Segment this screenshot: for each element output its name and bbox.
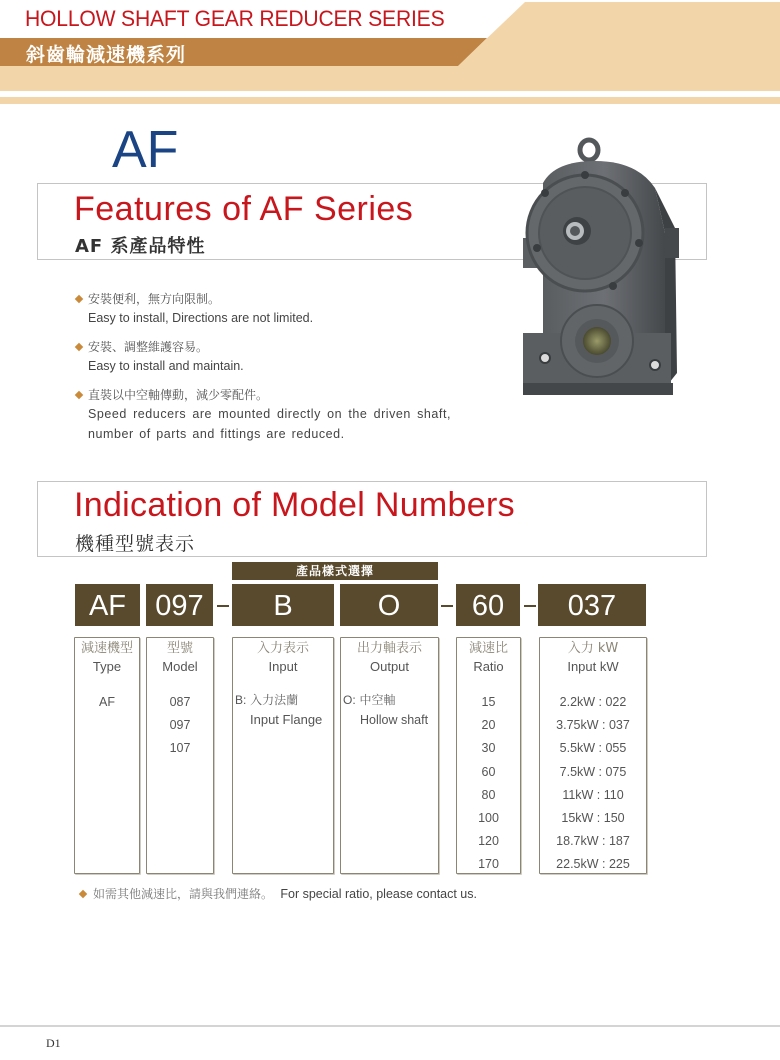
column-value: 80 <box>481 787 496 802</box>
column-head-en: Type <box>92 659 122 674</box>
gear-reducer-image <box>515 133 685 403</box>
option-en: Hollow shaft <box>360 713 429 727</box>
page-number: D1 <box>46 1036 61 1050</box>
option-zh: 入力法蘭 <box>250 693 299 707</box>
column-head-en: Input <box>268 659 298 674</box>
column-value: 15 <box>481 695 496 709</box>
column-value: 100 <box>478 811 499 826</box>
special-ratio-note <box>79 886 477 902</box>
column-value: 2.2kW : 022 <box>559 695 627 709</box>
column-value: 5.5kW : 055 <box>559 741 627 756</box>
column-value: 30 <box>481 741 496 756</box>
feature-zh-text: 直裝以中空軸傳動，減少零配件。 <box>88 388 269 402</box>
code-box-ratio: 60 <box>456 584 520 626</box>
dash-separator <box>524 605 536 607</box>
dash-separator <box>441 605 453 607</box>
column-head-zh: 入力表示 <box>256 641 309 656</box>
feature-item <box>76 338 476 376</box>
column-value: 20 <box>481 718 496 733</box>
model-title-en: Indication of Model Numbers <box>74 486 515 524</box>
feature-list <box>76 290 476 454</box>
column-value: 120 <box>478 834 499 849</box>
column-value: 15kW : 150 <box>561 811 625 826</box>
feature-item <box>76 386 476 444</box>
features-title-zh: AF 系產品特性 <box>75 236 206 257</box>
dash-separator <box>217 605 229 607</box>
feature-zh-text: 安裝、調整維護容易。 <box>88 340 209 354</box>
column-model <box>146 637 214 874</box>
column-head-en: Input kW <box>567 659 619 674</box>
diamond-bullet-icon <box>75 295 83 303</box>
column-head-en: Model <box>162 659 198 674</box>
banner-title-zh: 斜齒輪減速機系列 <box>26 44 187 66</box>
code-box-model: 097 <box>146 584 213 626</box>
column-value: 087 <box>169 695 191 709</box>
banner-title-en: HOLLOW SHAFT GEAR REDUCER SERIES <box>25 6 445 31</box>
column-head-zh: 出力軸表示 <box>356 641 422 656</box>
column-value: 097 <box>169 718 191 733</box>
diamond-bullet-icon <box>79 890 87 898</box>
column-value: 170 <box>478 857 499 872</box>
code-box-output: O <box>340 584 438 626</box>
model-section-header <box>37 481 707 557</box>
column-head-zh: 減速機型 <box>80 641 133 656</box>
feature-en-text: Easy to install and maintain. <box>88 359 244 373</box>
code-box-input-kw: 037 <box>538 584 646 626</box>
column-value: 22.5kW : 225 <box>556 857 630 872</box>
column-head-en: Ratio <box>473 659 504 674</box>
column-head-zh: 型號 <box>166 641 193 656</box>
option-key: O: <box>343 693 356 707</box>
option-key: B: <box>235 693 247 707</box>
page-banner <box>0 0 780 110</box>
option-selection-header: 產品樣式選擇 <box>232 562 438 580</box>
column-output <box>340 637 439 874</box>
note-en: For special ratio, please contact us. <box>280 887 477 901</box>
column-head-zh: 減速比 <box>468 641 508 656</box>
column-value: 60 <box>481 764 496 779</box>
diamond-bullet-icon <box>75 343 83 351</box>
column-head-en: Output <box>369 659 410 674</box>
column-input-kw <box>539 637 647 874</box>
column-value: 7.5kW : 075 <box>559 764 627 779</box>
column-value: 18.7kW : 187 <box>556 834 630 849</box>
column-input <box>232 637 334 874</box>
column-ratio <box>456 637 521 874</box>
model-title-zh: 機種型號表示 <box>75 533 196 555</box>
column-value: 11kW : 110 <box>562 787 624 802</box>
feature-item <box>76 290 476 328</box>
series-code: AF <box>112 121 179 179</box>
column-value: AF <box>99 695 115 709</box>
footer-divider <box>0 1025 780 1027</box>
column-value: 3.75kW : 037 <box>556 718 630 733</box>
option-en: Input Flange <box>250 712 323 727</box>
code-box-type: AF <box>75 584 140 626</box>
column-type <box>74 637 140 874</box>
column-value: 107 <box>169 741 191 756</box>
option-zh: 中空軸 <box>359 693 396 707</box>
feature-en-text: Speed reducers are mounted directly on the driven shaft, number of parts and fittings are reduced. <box>88 407 451 441</box>
diamond-bullet-icon <box>75 391 83 399</box>
feature-zh-text: 安裝便利，無方向限制。 <box>88 292 221 306</box>
code-box-input: B <box>232 584 334 626</box>
note-zh: 如需其他減速比，請與我們連絡。 <box>93 887 274 901</box>
feature-en-text: Easy to install, Directions are not limited. <box>88 311 314 325</box>
features-title-en: Features of AF Series <box>74 190 414 228</box>
column-head-zh: 入力 kW <box>567 641 619 656</box>
